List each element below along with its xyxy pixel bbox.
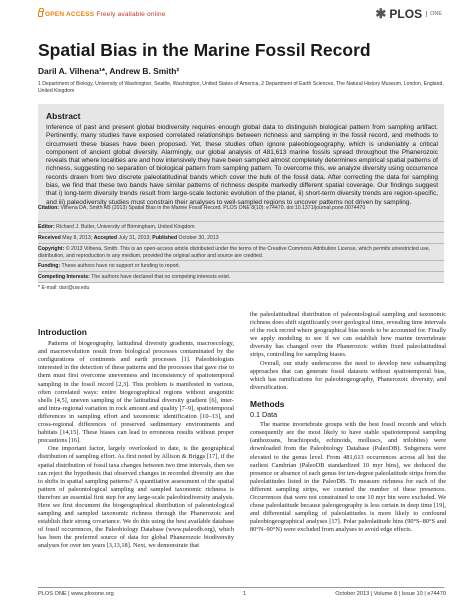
editor-line: Editor: Richard J. Butler, University of Birmingham, United Kingdom	[38, 224, 195, 230]
paragraph: the paleolatitudinal distribution of paleontological sampling and taxonomic richness does shift significantly over geological time, revealing time intervals of the rock record where geographical bias needs to be accounted for. Finally we apply modeling to see if we can establish how marine invertebrate diversity has changed over the Phanerozoic within fixed paleolatitudinal strips, controlling for sampling biases.	[250, 311, 446, 359]
paragraph: Patterns of biogeography, latitudinal diversity gradients, macroecology, and macroevolution result from biological processes contaminated by the configurations of continents and earth processes [1]. Paleobiologists interested in the detection of these patterns and the processes that gave rise to them must first overcome unevenness and inconsistency of spatiotemporal sampling in the fossil record [2,3]. This problem is manifested in various, often correlated ways: entire biogeographical regions without aragonitic shells [4,5], uneven sampling of the latitudinal diversity gradient [6], inter- and intra-regional variation in rock amount and quality [7–9], spatiotemporal differences in sampling effort and taxonomic identification [10–13], and cross-regional differences of preserved sedimentary environments and habitats [14,15]. These biases can lead to erroneous results without proper precautions [16].	[38, 340, 234, 445]
introduction-heading: Introduction	[38, 327, 87, 337]
paragraph: The marine invertebrate groups with the best fossil records and which consequently are the most likely to have stable spatiotemporal sampling (anthozoans, brachiopods, echinoids, molluscs, and trilobites) were downloaded from the Paleobiology Database (PaleoDB). Subgenera were elevated to the genus level. From 481,613 occurrences across all but the earliest Cambrian (PaleoDB standardized 10 myr bins), we deduced the presence or absence of each genus for ten-degree paleolatitude strips from the paleolatitudes listed in the PaleoDB. To measure richness for each of the different sampling strips, we counted the number of these presences. Occurrences that were not constrained to one 10 myr bin were excluded. We chose paleolatitude because paleogeography is less certain in deep time [19], and differential sampling of paleolatitudes is more likely to confound paleobiogeographical analyses [17]. Polar paleolatitude bins (90°S–80°S and 80°N–90°N) were excluded from analyses to avoid edge effects.	[250, 421, 446, 534]
funding-line: Funding: These authors have no support or funding to report.	[38, 263, 181, 269]
body-right-column	[250, 311, 446, 534]
body-left-column	[38, 328, 234, 551]
meta-divider	[38, 271, 444, 272]
abstract-heading: Abstract	[46, 111, 81, 121]
open-access-badge[interactable]: OPEN ACCESS Freely available online	[38, 11, 166, 18]
abstract-text: Inference of past and present global biodiversity requires enough global data to distinguish biological pattern from sampling artifact. Pertinently, many studies have exposed correlated relationships between richness and sampling in the fossil record, and methods to circumvent these biases have been proposed. Yet, these studies often ignore paleobiogeography, which is undeniably a critical component of ancient global diversity. Alarmingly, our global analysis of 481,613 marine fossils spread throughout the Phanerozoic reveals that where localities are and how intensively they have been sampled almost completely determines empirical spatial patterns of richness, suggesting no separation of biological pattern from sampling pattern. To overcome this, we analyze diversity using occurrence records drawn from two discrete paleolatitudinal bands which cover the bulk of the fossil data. After correcting the data for sampling bias, we find that these two bands have similar patterns of richness despite markedly different spatial coverage. Our findings suggest that i) long-term diversity trends result from large-scale tectonic evolution of the planet, ii) short-term diversity trends are region-specific, and iii) paleodiversity studies must constrain their analyses to well-sampled regions to uncover patterns not driven by sampling.	[46, 124, 438, 206]
issue-info: October 2013 | Volume 8 | Issue 10 | e74470	[335, 591, 446, 597]
paragraph: One important factor, largely overlooked to date, is the geographical distribution of sampling effort. As first noted by Allison & Briggs [17], if the spatial distribution of fossil taxa changes between two time intervals, then we can reject the hypothesis that observed changes in recorded diversity are due to shifts in spatial sampling patterns? A quantitative assessment of the spatial pattern of paleontological sampling and sampled taxonomic richness is therefore an essential first step for any large-scale paleobiodiversity analysis. Here we first document the biogeographical distribution of paleontological sampling and sampled taxonomic richness through the Phanerozoic and establish their strong covariance. We do this using the best available database of fossil occurrences, the Paleobiology Database (www.paleodb.org), which has been the preferred source of data for global Phanerozoic biodiversity analyses for over ten years [3,13,18]. Next, we demonstrate that	[38, 445, 234, 550]
plos-logo-icon	[375, 9, 386, 20]
data-subheading: 0.1 Data	[250, 410, 278, 420]
affiliations: 1 Department of Biology, University of Washington, Seattle, Washington, United States of America, 2 Department of Earth Sciences, The Natural History Museum, London, England, United Kingdom	[38, 81, 444, 95]
copyright-line: Copyright: © 2013 Vilhena, Smith. This is an open-access article distributed under the terms of the Creative Commons Attribution License, which permits unrestricted use, distribution, and reproduction in any medium, provided the original author and source are credited.	[38, 246, 431, 259]
author-list: Daril A. Vilhena¹*, Andrew B. Smith²	[38, 66, 180, 76]
page-number: 1	[243, 591, 247, 597]
article-title: Spatial Bias in the Marine Fossil Record	[38, 40, 371, 60]
meta-divider	[38, 260, 444, 261]
plos-one-logo[interactable]: ✱ PLOS ONE	[375, 7, 442, 21]
meta-divider	[38, 243, 444, 244]
meta-divider	[38, 221, 444, 222]
journal-header	[0, 0, 474, 30]
citation-line: Citation: Vilhena DA, Smith AB (2013) Spatial Bias in the Marine Fossil Record. PLOS ONE 8(10): e74470. doi:10.1371/journal.pone.0074470	[38, 205, 366, 211]
email-line[interactable]: * E-mail: dari@uw.edu	[38, 285, 90, 291]
footer-divider	[38, 587, 444, 588]
competing-interests-line: Competing Interests: The authors have declared that no competing interests exist.	[38, 274, 231, 280]
dates-line: Received May 8, 2013; Accepted July 31, 2013; Published October 30, 2013	[38, 235, 219, 241]
journal-website[interactable]: PLOS ONE | www.plosone.org	[38, 591, 114, 597]
meta-divider	[38, 282, 444, 283]
open-lock-icon	[38, 11, 43, 17]
methods-heading: Methods	[250, 398, 285, 409]
paragraph: Overall, our study underscores the need to develop new subsampling approaches that can generate fossil datasets without spatiotemporal bias, which has ramifications for paleobiogeography, Phanerozoic diversity, and diversification.	[250, 359, 446, 391]
meta-divider	[38, 232, 444, 233]
